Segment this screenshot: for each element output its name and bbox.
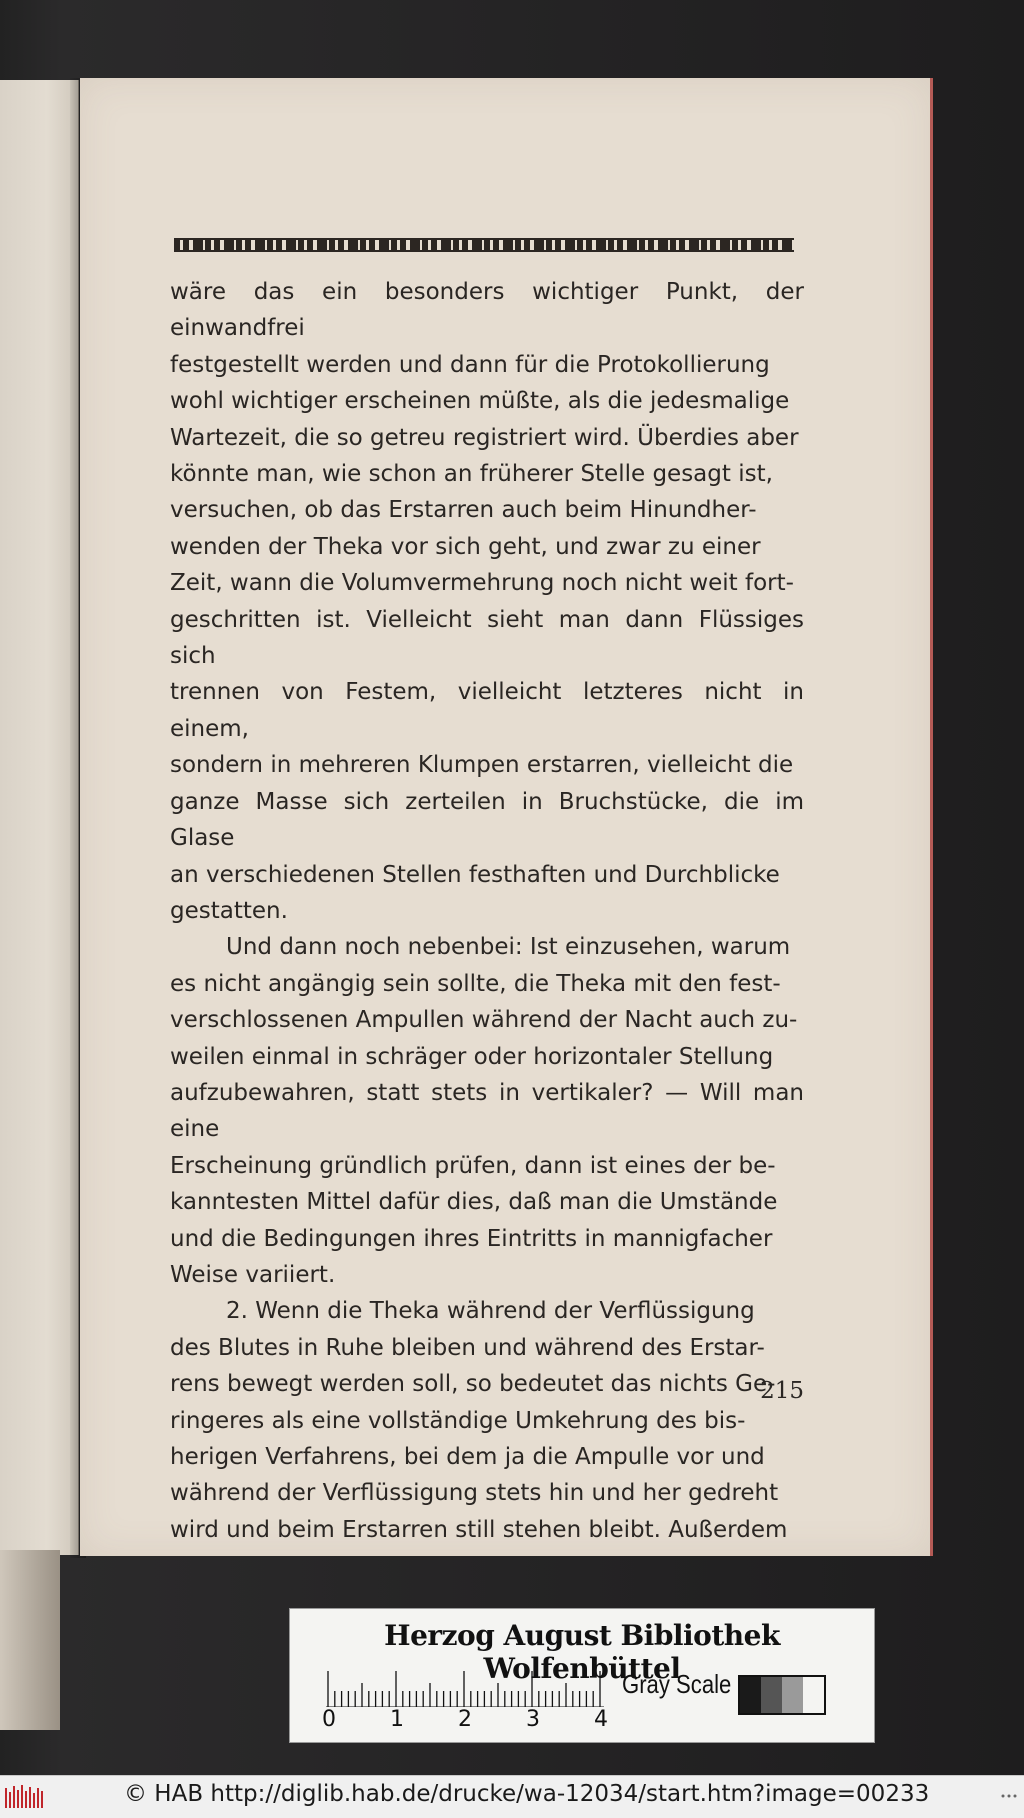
ruler-number: 4 bbox=[594, 1707, 608, 1732]
text-line: Weise variiert. bbox=[170, 1261, 336, 1288]
page-text bbox=[170, 274, 804, 1548]
text-line: geschritten ist. Vielleicht sieht man dann Flüssiges sich bbox=[170, 606, 804, 670]
ruler-number: 1 bbox=[390, 1707, 404, 1732]
gray-swatch-4 bbox=[803, 1677, 824, 1713]
hab-logo-icon bbox=[4, 1782, 48, 1812]
text-line: während der Verflüssigung stets hin und her gedreht bbox=[170, 1480, 779, 1507]
text-line: Erscheinung gründlich prüfen, dann ist eines der be- bbox=[170, 1152, 776, 1179]
text-line: Zeit, wann die Volumvermehrung noch nicht weit fort- bbox=[170, 570, 794, 597]
text-line: weilen einmal in schräger oder horizontaler Stellung bbox=[170, 1043, 774, 1070]
ruler-numbers bbox=[322, 1707, 612, 1733]
library-color-card bbox=[289, 1608, 875, 1743]
gray-scale-swatch bbox=[738, 1675, 826, 1715]
text-line: verschlossenen Ampullen während der Nacht auch zu- bbox=[170, 1007, 798, 1034]
page-number: 215 bbox=[760, 1378, 804, 1404]
text-line: an verschiedenen Stellen festhaften und Durchblicke bbox=[170, 861, 780, 888]
text-line: wohl wichtiger erscheinen müßte, als die jedesmalige bbox=[170, 388, 790, 415]
book-page bbox=[80, 78, 933, 1556]
text-line: wäre das ein besonders wichtiger Punkt, der einwandfrei bbox=[170, 279, 804, 342]
ruler-number: 3 bbox=[526, 1707, 540, 1732]
text-line: wird und beim Erstarren still stehen bleibt. Außerdem bbox=[170, 1516, 788, 1543]
ruler-number: 2 bbox=[458, 1707, 472, 1732]
text-line: ringeres als eine vollständige Umkehrung des bis- bbox=[170, 1407, 746, 1434]
ruler-scale bbox=[326, 1671, 604, 1707]
text-line: wenden der Theka vor sich geht, und zwar zu einer bbox=[170, 533, 761, 560]
text-line: sondern in mehreren Klumpen erstarren, vielleicht die bbox=[170, 752, 794, 779]
text-line: versuchen, ob das Erstarren auch beim Hinundher- bbox=[170, 497, 757, 524]
copyright-url[interactable]: © HAB http://diglib.hab.de/drucke/wa-12034/start.htm?image=00233 bbox=[124, 1781, 930, 1807]
text-line: herigen Verfahrens, bei dem ja die Ampulle vor und bbox=[170, 1444, 765, 1470]
dots-icon bbox=[1000, 1790, 1018, 1802]
text-line: könnte man, wie schon an früherer Stelle gesagt ist, bbox=[170, 461, 773, 488]
facing-page-edge bbox=[0, 80, 79, 1555]
text-line: ganze Masse sich zerteilen in Bruchstücke, die im Glase bbox=[170, 788, 804, 852]
text-line: und die Bedingungen ihres Eintritts in mannigfacher bbox=[170, 1225, 773, 1252]
book-edge bbox=[0, 1550, 60, 1730]
gray-swatch-1 bbox=[740, 1677, 761, 1713]
text-line: trennen von Festem, vielleicht letzteres nicht in einem, bbox=[170, 679, 804, 742]
text-line: 2. Wenn die Theka während der Verflüssigung bbox=[226, 1298, 755, 1325]
text-line: Wartezeit, die so getreu registriert wird. Überdies aber bbox=[170, 424, 799, 451]
text-line: aufzubewahren, statt stets in vertikaler? — Will man eine bbox=[170, 1079, 804, 1143]
gray-swatch-2 bbox=[761, 1677, 782, 1713]
text-line: festgestellt werden und dann für die Protokollierung bbox=[170, 351, 770, 378]
text-line: es nicht angängig sein sollte, die Theka mit den fest- bbox=[170, 970, 781, 997]
text-line: rens bewegt werden soll, so bedeutet das nichts Ge- bbox=[170, 1371, 776, 1398]
text-line: gestatten. bbox=[170, 897, 288, 924]
text-line: Und dann noch nebenbei: Ist einzusehen, warum bbox=[226, 934, 791, 961]
viewer-footer bbox=[0, 1775, 1024, 1818]
text-line: kanntesten Mittel dafür dies, daß man die Umstände bbox=[170, 1189, 778, 1216]
gray-swatch-3 bbox=[782, 1677, 803, 1713]
gray-scale-label: Gray Scale bbox=[622, 1669, 732, 1699]
text-line: des Blutes in Ruhe bleiben und während des Erstar- bbox=[170, 1334, 765, 1361]
ruler-number: 0 bbox=[322, 1707, 336, 1732]
library-name: Herzog August Bibliothek Wolfenbüttel bbox=[384, 1619, 780, 1685]
header-ornament bbox=[174, 238, 794, 252]
